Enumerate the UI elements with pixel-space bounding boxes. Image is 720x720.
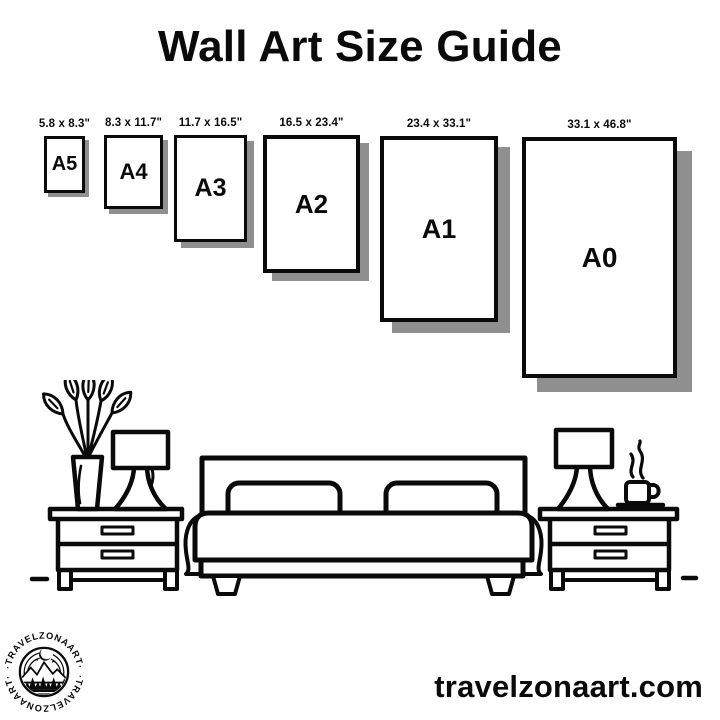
drawer-handle — [102, 551, 133, 558]
website-text: travelzonaart.com — [434, 669, 703, 704]
paper-label-a1: A1 — [421, 213, 457, 244]
drawer-handle — [595, 551, 626, 558]
leaf-icon — [96, 380, 116, 403]
leaf-icon — [82, 380, 94, 400]
table-lamp-left — [113, 432, 168, 509]
size-dimensions-a0: 33.1 x 46.8" — [567, 119, 632, 131]
steam-icon — [639, 441, 643, 478]
paper-label-a4: A4 — [119, 159, 148, 184]
table-lamp-right — [556, 430, 612, 509]
bed-base — [201, 560, 523, 576]
logo-arc-text-top: ·TRAVELZONAART· — [2, 630, 86, 670]
leaf-icon — [108, 388, 135, 416]
paper-box-a3 — [174, 135, 247, 242]
paper-box-a4 — [104, 135, 163, 209]
paper-label-a0: A0 — [581, 241, 618, 273]
page-title: Wall Art Size Guide — [158, 22, 562, 71]
size-dimensions-a2: 16.5 x 23.4" — [279, 117, 344, 129]
lamp-shade — [556, 430, 612, 467]
frame-a5 — [38, 118, 91, 193]
lamp-cord — [151, 469, 153, 486]
size-dimensions-a4: 8.3 x 11.7" — [104, 117, 163, 129]
mattress — [195, 513, 532, 560]
frame-a4 — [104, 117, 163, 209]
drawer-handle — [102, 527, 133, 534]
size-dimensions-a3: 11.7 x 16.5" — [178, 117, 243, 129]
double-bed — [185, 458, 541, 594]
nightstand-right — [540, 509, 677, 589]
lamp-shade — [113, 432, 168, 468]
size-dimensions-a1: 23.4 x 33.1" — [406, 118, 472, 130]
paper-label-a2: A2 — [294, 188, 329, 219]
paper-box-a0 — [522, 137, 677, 378]
nightstand-left — [50, 509, 182, 589]
paper-label-a5: A5 — [51, 153, 78, 175]
coffee-cup — [618, 441, 663, 505]
paper-box-a1 — [380, 136, 498, 322]
size-dimensions-a5: 5.8 x 8.3" — [38, 118, 91, 130]
frame-a1 — [380, 118, 498, 322]
bed-leg-right — [487, 576, 514, 594]
paper-box-a5 — [44, 136, 85, 193]
bedroom-illustration — [0, 380, 720, 610]
frame-a3 — [174, 117, 247, 242]
paper-label-a3: A3 — [194, 174, 227, 202]
plant-stems — [63, 400, 112, 458]
brand-logo — [0, 628, 88, 716]
paper-box-a2 — [263, 135, 360, 273]
leaf-icon — [62, 380, 81, 402]
leaf-icon — [39, 390, 67, 418]
bed-leg-left — [213, 576, 240, 594]
frame-a0 — [522, 119, 677, 378]
drawer-handle — [595, 527, 626, 534]
cup-body — [626, 482, 649, 503]
logo-arc-text-bottom: ·TRAVELZONAART· — [2, 674, 86, 714]
frame-a2 — [263, 117, 360, 273]
steam-icon — [631, 454, 633, 477]
